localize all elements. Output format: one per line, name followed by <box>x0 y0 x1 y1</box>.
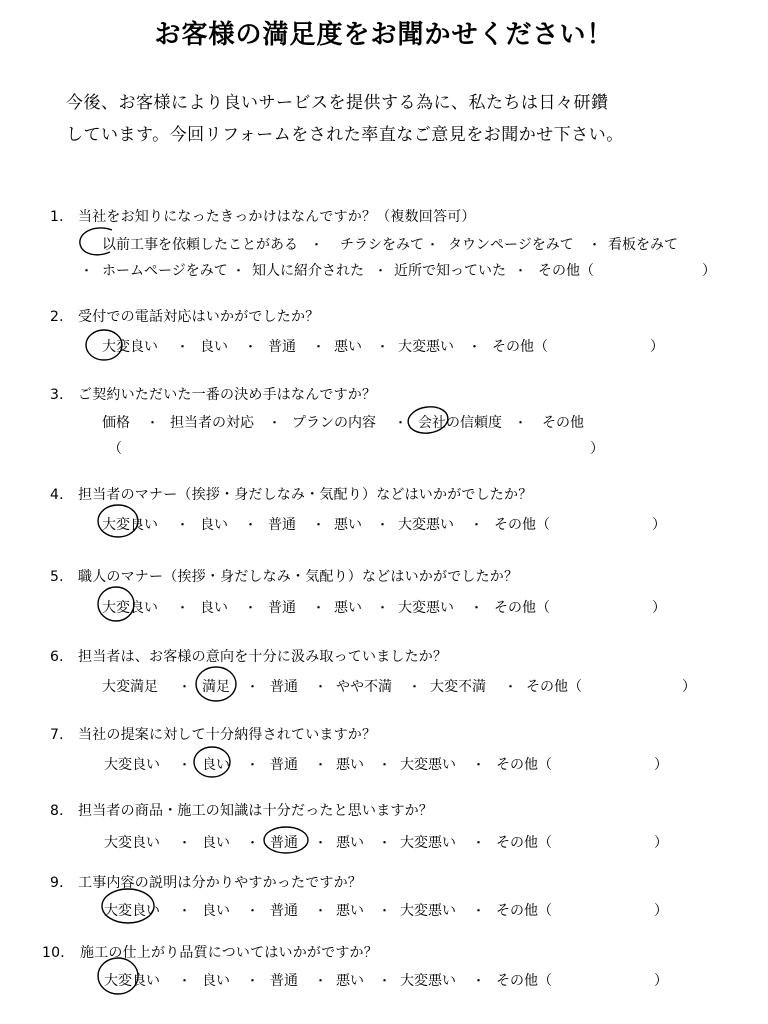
separator: ・ <box>246 680 260 695</box>
q5-option-other[interactable]: その他（ <box>494 600 550 616</box>
q9-option-average[interactable]: 普通 <box>270 903 298 919</box>
separator: ・ <box>378 904 392 919</box>
q1-option-town-page[interactable]: タウンページをみて <box>448 237 574 253</box>
separator: ・ <box>376 601 390 616</box>
q7-option-average[interactable]: 普通 <box>270 757 298 773</box>
separator: ・ <box>514 416 528 431</box>
q4-option-very-good[interactable]: 大変良い <box>102 517 158 533</box>
separator: ・ <box>472 758 486 773</box>
q10-option-good[interactable]: 良い <box>202 973 230 989</box>
intro-line-2: しています。今回リフォームをされた率直なご意見をお聞かせ下さい。 <box>66 125 624 145</box>
q6-option-satisfied[interactable]: 満足 <box>202 679 230 695</box>
question-text: 施工の仕上がり品質についてはいかがですか？ <box>80 945 378 961</box>
separator: ・ <box>178 974 192 989</box>
q6-option-very-dissatisfied[interactable]: 大変不満 <box>430 679 486 695</box>
q7-option-good[interactable]: 良い <box>202 757 230 773</box>
question-number: 9． <box>50 875 74 891</box>
separator: ・ <box>378 836 392 851</box>
q1-option-neighborhood[interactable]: 近所で知っていた <box>394 263 506 279</box>
q7-option-other[interactable]: その他（ <box>496 757 552 773</box>
separator: ・ <box>468 340 482 355</box>
question-text: 担当者の商品・施工の知識は十分だったと思いますか？ <box>78 803 433 819</box>
question-5 <box>50 566 518 586</box>
separator: ・ <box>312 340 326 355</box>
q3-option-staff-response[interactable]: 担当者の対応 <box>170 415 254 431</box>
question-text: 担当者は、お客様の意向を十分に汲み取っていましたか？ <box>78 649 448 665</box>
question-4 <box>50 484 532 504</box>
separator: ・ <box>504 680 518 695</box>
separator: ・ <box>314 758 328 773</box>
q2-option-average[interactable]: 普通 <box>268 339 296 355</box>
q1-option-signboard[interactable]: 看板をみて <box>608 237 678 253</box>
question-text: 担当者のマナー（挨拶・身だしなみ・気配り）などはいかがでしたか？ <box>78 487 533 503</box>
separator: ・ <box>246 836 260 851</box>
question-number: 5． <box>50 569 74 585</box>
separator: ・ <box>376 518 390 533</box>
separator: ・ <box>268 416 282 431</box>
q8-option-other[interactable]: その他（ <box>496 835 552 851</box>
separator: ・ <box>178 904 192 919</box>
question-10 <box>42 942 378 962</box>
question-number: 7． <box>50 727 74 743</box>
q10-option-very-good[interactable]: 大変良い <box>104 973 160 989</box>
separator: ・ <box>146 416 160 431</box>
q4-option-bad[interactable]: 悪い <box>334 517 362 533</box>
separator: ・ <box>232 264 246 279</box>
close-paren: ） <box>590 441 604 457</box>
q2-option-very-good[interactable]: 大変良い <box>102 339 158 355</box>
separator: ・ <box>394 416 408 431</box>
question-9 <box>50 872 362 892</box>
question-text: 当社をお知りになったきっかけはなんですか？（複数回答可） <box>78 209 476 225</box>
question-8 <box>50 800 433 820</box>
question-number: 6． <box>50 649 74 665</box>
intro-line-1: 今後、お客様により良いサービスを提供する為に、私たちは日々研鑽 <box>66 93 609 113</box>
q2-option-good[interactable]: 良い <box>200 339 228 355</box>
q5-option-average[interactable]: 普通 <box>268 600 296 616</box>
separator: ・ <box>470 518 484 533</box>
separator: ・ <box>378 974 392 989</box>
close-paren: ） <box>652 600 666 616</box>
separator: ・ <box>80 264 94 279</box>
q6-option-average[interactable]: 普通 <box>270 679 298 695</box>
q10-option-bad[interactable]: 悪い <box>336 973 364 989</box>
separator: ・ <box>472 836 486 851</box>
q7-option-very-good[interactable]: 大変良い <box>104 757 160 773</box>
q3-option-price[interactable]: 価格 <box>102 415 130 431</box>
question-text: 職人のマナー（挨拶・身だしなみ・気配り）などはいかがでしたか？ <box>78 569 519 585</box>
q5-option-very-bad[interactable]: 大変悪い <box>398 600 454 616</box>
close-paren: ） <box>654 903 668 919</box>
close-paren: ） <box>652 517 666 533</box>
q9-option-other[interactable]: その他（ <box>496 903 552 919</box>
page-title: お客様の満足度をお聞かせください！ <box>154 20 614 50</box>
question-3 <box>50 384 376 404</box>
q5-option-good[interactable]: 良い <box>200 600 228 616</box>
separator: ・ <box>588 238 602 253</box>
separator: ・ <box>176 340 190 355</box>
close-paren: ） <box>654 757 668 773</box>
close-paren: ） <box>702 263 716 279</box>
separator: ・ <box>378 758 392 773</box>
q5-option-very-good[interactable]: 大変良い <box>102 600 158 616</box>
separator: ・ <box>472 974 486 989</box>
q4-option-other[interactable]: その他（ <box>494 517 550 533</box>
q1-option-flyer[interactable]: チラシをみて <box>340 237 424 253</box>
question-1 <box>50 206 476 226</box>
q7-option-very-bad[interactable]: 大変悪い <box>400 757 456 773</box>
q3-option-other[interactable]: その他 <box>542 415 584 431</box>
separator: ・ <box>178 680 192 695</box>
q9-option-very-bad[interactable]: 大変悪い <box>400 903 456 919</box>
separator: ・ <box>244 340 258 355</box>
q10-option-very-bad[interactable]: 大変悪い <box>400 973 456 989</box>
separator: ・ <box>312 601 326 616</box>
q1-option-previous-work[interactable]: 以前工事を依頼したことがある <box>102 237 298 253</box>
separator: ・ <box>178 836 192 851</box>
q1-option-referral[interactable]: 知人に紹介された <box>252 263 364 279</box>
separator: ・ <box>426 238 440 253</box>
separator: ・ <box>408 680 422 695</box>
question-text: 当社の提案に対して十分納得されていますか？ <box>78 727 377 743</box>
separator: ・ <box>178 758 192 773</box>
q9-option-very-good[interactable]: 大変良い <box>104 903 160 919</box>
q4-option-average[interactable]: 普通 <box>268 517 296 533</box>
separator: ・ <box>472 904 486 919</box>
q6-option-other[interactable]: その他（ <box>526 679 582 695</box>
q8-option-very-good[interactable]: 大変良い <box>104 835 160 851</box>
q5-option-bad[interactable]: 悪い <box>334 600 362 616</box>
question-text: 受付での電話対応はいかがでしたか？ <box>78 309 320 325</box>
q2-option-very-bad[interactable]: 大変悪い <box>398 339 454 355</box>
separator: ・ <box>314 974 328 989</box>
q6-option-somewhat-dissatisfied[interactable]: やや不満 <box>336 679 392 695</box>
q3-option-company-trust[interactable]: 会社の信頼度 <box>418 415 502 431</box>
q10-option-other[interactable]: その他（ <box>496 973 552 989</box>
q8-option-bad[interactable]: 悪い <box>336 835 364 851</box>
separator: ・ <box>470 601 484 616</box>
separator: ・ <box>514 264 528 279</box>
separator: ・ <box>246 974 260 989</box>
open-paren: （ <box>108 441 122 457</box>
question-6 <box>50 646 447 666</box>
separator: ・ <box>176 601 190 616</box>
q8-option-very-bad[interactable]: 大変悪い <box>400 835 456 851</box>
question-7 <box>50 724 376 744</box>
separator: ・ <box>314 836 328 851</box>
question-number: 2． <box>50 309 74 325</box>
question-2 <box>50 306 319 326</box>
close-paren: ） <box>654 973 668 989</box>
q9-option-good[interactable]: 良い <box>202 903 230 919</box>
close-paren: ） <box>682 679 696 695</box>
q2-option-other[interactable]: その他（ <box>492 339 548 355</box>
separator: ・ <box>244 518 258 533</box>
close-paren: ） <box>654 835 668 851</box>
separator: ・ <box>310 238 324 253</box>
q9-option-bad[interactable]: 悪い <box>336 903 364 919</box>
separator: ・ <box>312 518 326 533</box>
separator: ・ <box>246 758 260 773</box>
separator: ・ <box>374 264 388 279</box>
question-number: 4． <box>50 487 74 503</box>
separator: ・ <box>176 518 190 533</box>
q8-option-average[interactable]: 普通 <box>270 835 298 851</box>
q4-option-very-bad[interactable]: 大変悪い <box>398 517 454 533</box>
question-number: 1． <box>50 209 74 225</box>
separator: ・ <box>314 904 328 919</box>
q1-option-homepage[interactable]: ホームページをみて <box>102 263 228 279</box>
separator: ・ <box>314 680 328 695</box>
q2-option-bad[interactable]: 悪い <box>334 339 362 355</box>
question-number: 3． <box>50 387 74 403</box>
q8-option-good[interactable]: 良い <box>202 835 230 851</box>
q6-option-very-satisfied[interactable]: 大変満足 <box>102 679 158 695</box>
q4-option-good[interactable]: 良い <box>200 517 228 533</box>
q10-option-average[interactable]: 普通 <box>270 973 298 989</box>
close-paren: ） <box>650 339 664 355</box>
q3-option-plan-content[interactable]: プランの内容 <box>292 415 376 431</box>
separator: ・ <box>376 340 390 355</box>
separator: ・ <box>244 601 258 616</box>
question-number: 10． <box>42 945 75 961</box>
question-text: ご契約いただいた一番の決め手はなんですか？ <box>78 387 377 403</box>
separator: ・ <box>246 904 260 919</box>
question-number: 8． <box>50 803 74 819</box>
q1-option-other[interactable]: その他（ <box>538 263 594 279</box>
q7-option-bad[interactable]: 悪い <box>336 757 364 773</box>
question-text: 工事内容の説明は分かりやすかったですか？ <box>78 875 362 891</box>
